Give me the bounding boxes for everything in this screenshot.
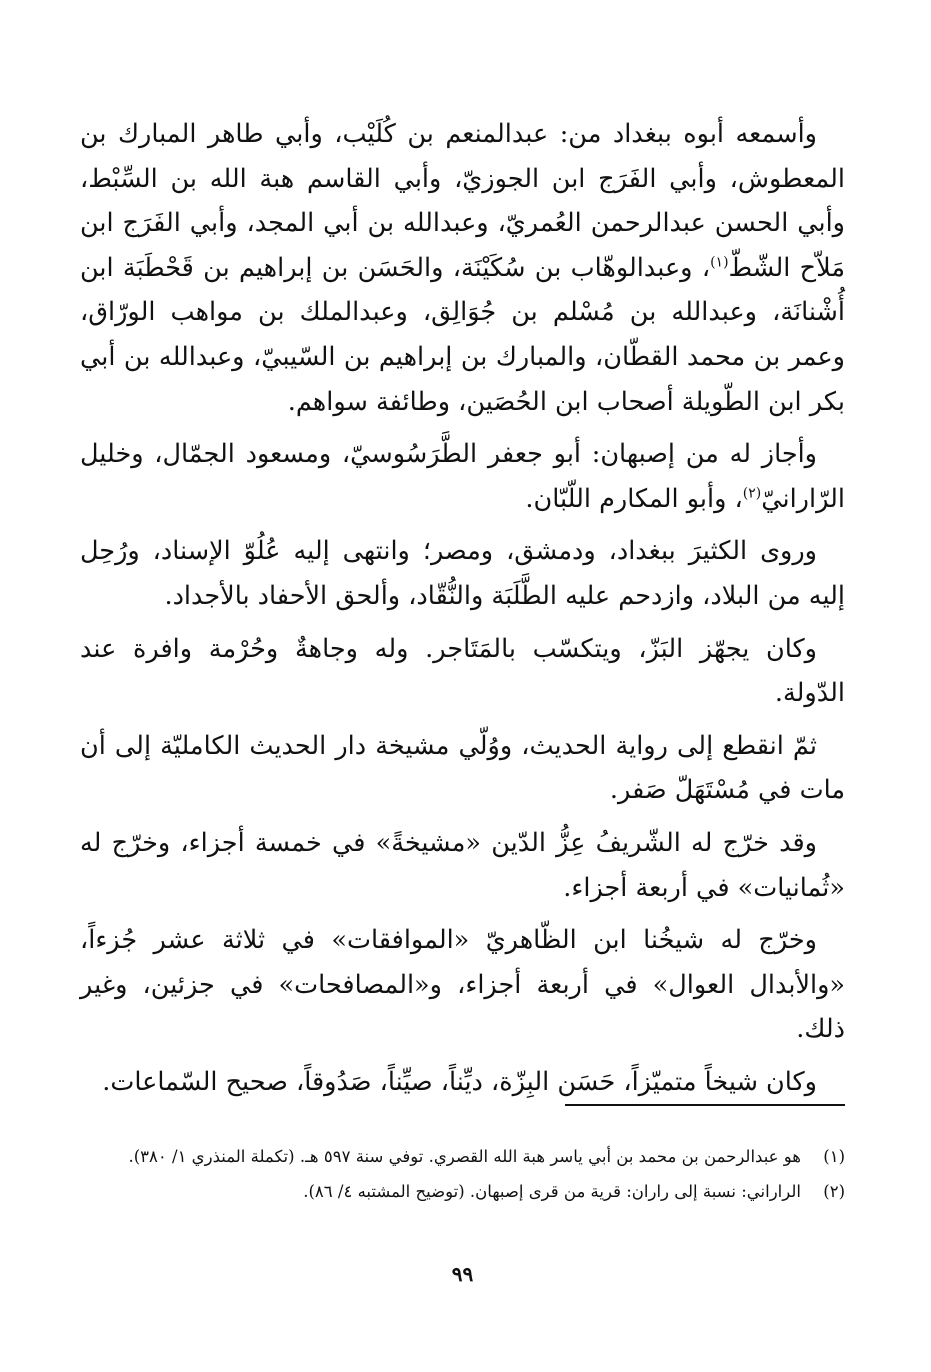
- main-text: [80, 112, 845, 1104]
- paragraph-text: وأسمعه أبوه ببغداد من: عبدالمنعم بن كُلَيْب، وأبي طاهر المبارك بن المعطوش، وأبي الفَرَج ابن الجوزيّ، وأبي القاسم هبة الله بن السِّبْط، وأبي الحسن عبدالرحمن العُمريّ، وعبدالله بن أبي المجد، وأبي الفَرَج ابن مَلاّح الشّطّ: [80, 119, 845, 283]
- paragraph-teachers: [80, 112, 845, 424]
- paragraph-mashyakha: وقد خرّج له الشّريفُ عِزُّ الدّين «مشيخةً» في خمسة أجزاء، وخرّج له «ثُمانيات» في أربعة أجزاء.: [80, 827, 845, 903]
- footnote-1: [80, 1142, 845, 1171]
- footnote-2: [80, 1177, 845, 1206]
- page-number: ٩٩: [451, 1262, 474, 1286]
- paragraph-narration: وروى الكثيرَ ببغداد، ودمشق، ومصر؛ وانتهى إليه عُلُوّ الإسناد، ورُحِل إليه من البلاد، وازدحم عليه الطَّلَبَة والنُّقّاد، وألحق الأحفاد بالأجداد.: [80, 536, 845, 611]
- footnotes: [80, 1142, 845, 1212]
- paragraph-muwafaqat: وخرّج له شيخُنا ابن الظّاهريّ «الموافقات» في ثلاثة عشر جُزءاً، «والأبدال العوال» في أربعة أجزاء، و«المصافحات» في جزئين، وغير ذلك.: [80, 925, 845, 1045]
- paragraph-text: وأجاز له من إصبهان: أبو جعفر الطَّرَسُوسيّ، ومسعود الجمّال، وخليل الرّارانيّ: [80, 439, 845, 514]
- paragraph-hadith-house: ثمّ انقطع إلى رواية الحديث، ووُلّي مشيخة دار الحديث الكامليّة إلى أن مات في مُسْتَهَلّ صَفر.: [80, 730, 845, 806]
- footnote-number: (٢): [823, 1182, 845, 1201]
- paragraph-trade: وكان يجهّز البَزّ، ويتكسّب بالمَتَاجر. وله وجاهةٌ وحُرْمة وافرة عند الدّولة.: [80, 633, 845, 709]
- paragraph-ijaza: [80, 432, 845, 521]
- book-page: [80, 112, 845, 1332]
- paragraph-text-continued: ، وعبدالوهّاب بن سُكَيْنَة، والحَسَن بن إبراهيم بن قَحْطَبَة ابن أُشْنانَة، وعبدالله بن مُسْلم بن جُوَالِق، وعبدالملك بن مواهب الورّاق، وعمر بن محمد القطّان، والمبارك بن إبراهيم بن السّيبيّ، وعبدالله بن أبي بكر ابن الطّويلة أصحاب ابن الحُصَين، وطائفة سواهم.: [80, 252, 845, 417]
- footnote-text: هو عبدالرحمن بن محمد بن أبي ياسر هبة الله القصري. توفي سنة ٥٩٧ هـ. (تكملة المنذري ١/ ٣٨٠).: [128, 1147, 801, 1166]
- paragraph-character: وكان شيخاً متميّزاً، حَسَن البِزّة، ديِّناً، صيِّناً، صَدُوقاً، صحيح السّماعات.: [102, 1066, 817, 1097]
- footnote-number: (١): [823, 1147, 845, 1166]
- footnote-separator: [565, 1104, 845, 1106]
- footnote-text: الراراني: نسبة إلى راران: قرية من قرى إصبهان. (توضيح المشتبه ٤/ ٨٦).: [303, 1182, 801, 1201]
- paragraph-text-continued: ، وأبو المكارم اللّبّان.: [525, 483, 743, 514]
- footnote-marker: (١): [710, 254, 729, 271]
- footnote-marker: (٢): [742, 485, 762, 502]
